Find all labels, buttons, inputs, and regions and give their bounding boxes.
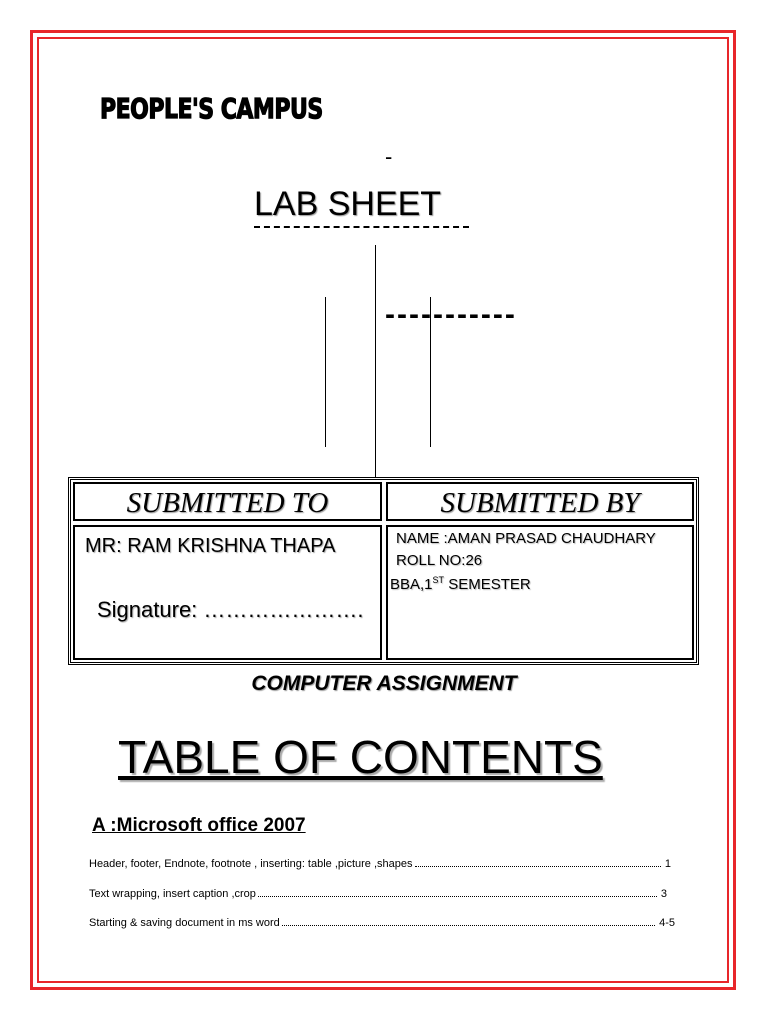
campus-name: PEOPLE'S CAMPUS bbox=[100, 94, 323, 126]
toc-entry bbox=[89, 911, 675, 929]
toc-leader bbox=[258, 896, 657, 897]
roll-number: ROLL NO:26 bbox=[396, 552, 483, 569]
toc-title: TABLE OF CONTENTS bbox=[118, 731, 603, 783]
program-semester: BBA,1ST SEMESTER bbox=[390, 575, 531, 593]
toc-entry-text: Header, footer, Endnote, footnote , inserting: table ,picture ,shapes bbox=[89, 858, 413, 870]
submitted-to-heading: SUBMITTED TO bbox=[73, 482, 382, 521]
student-name: NAME :AMAN PRASAD CHAUDHARY bbox=[396, 530, 656, 547]
submission-table bbox=[68, 477, 699, 665]
toc-entry-page: 4-5 bbox=[659, 917, 675, 929]
toc-leader bbox=[415, 866, 661, 867]
dashed-line: ----------- bbox=[385, 298, 517, 331]
small-dash: - bbox=[385, 144, 393, 169]
submitted-by-heading: SUBMITTED BY bbox=[386, 482, 694, 521]
toc-entry-text: Text wrapping, insert caption ,crop bbox=[89, 888, 256, 900]
toc-entry bbox=[89, 882, 675, 900]
toc-entry-page: 1 bbox=[664, 858, 671, 870]
page-title: LAB SHEET bbox=[254, 185, 442, 223]
vertical-line-right bbox=[430, 297, 431, 447]
signature-line: Signature: …………………. bbox=[97, 597, 364, 622]
submitted-by-cell bbox=[386, 525, 694, 660]
assignment-title: COMPUTER ASSIGNMENT bbox=[251, 672, 517, 695]
toc-entry-page: 3 bbox=[660, 888, 667, 900]
toc-entry-text: Starting & saving document in ms word bbox=[89, 917, 280, 929]
teacher-name: MR: RAM KRISHNA THAPA bbox=[85, 535, 336, 557]
toc-leader bbox=[282, 925, 655, 926]
toc-section-heading: A :Microsoft office 2007 bbox=[92, 815, 306, 836]
toc-entry bbox=[89, 852, 675, 870]
title-dashed-underline bbox=[254, 226, 469, 228]
vertical-line-center bbox=[375, 245, 376, 477]
submitted-to-cell bbox=[73, 525, 382, 660]
vertical-line-left bbox=[325, 297, 326, 447]
